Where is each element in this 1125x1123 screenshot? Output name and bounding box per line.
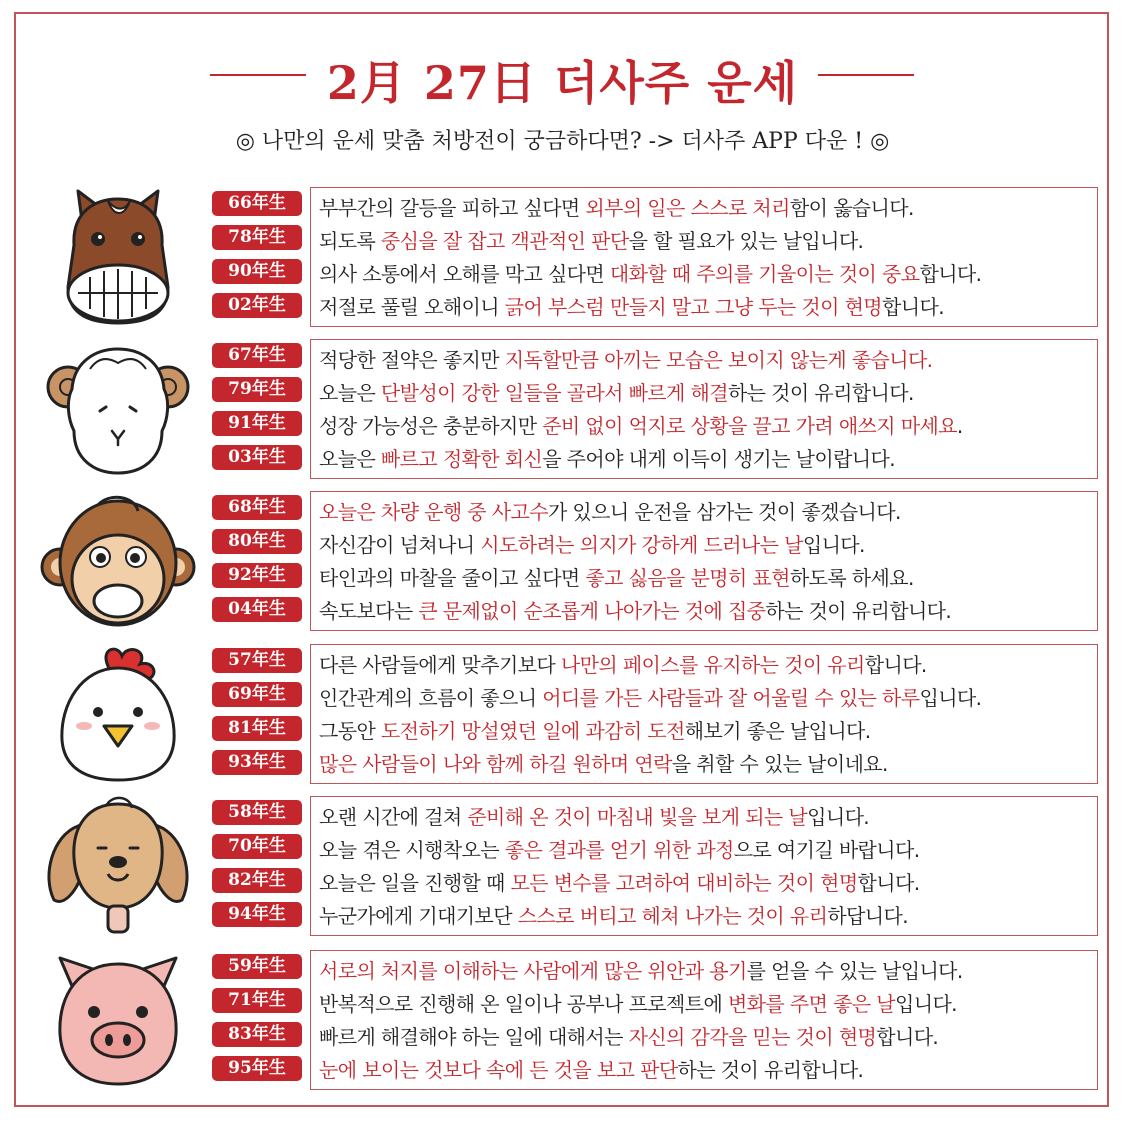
fortune-group: [0, 644, 1125, 784]
fortune-line: 자신감이 넘쳐나니 시도하려는 의지가 강하게 드러나는 날입니다.: [319, 533, 865, 557]
fortune-line: 오랜 시간에 걸쳐 준비해 온 것이 마침내 빛을 보게 되는 날입니다.: [319, 805, 870, 829]
birth-year-badge: 69年生: [212, 682, 302, 707]
fortune-line: 부부간의 갈등을 피하고 싶다면 외부의 일은 스스로 처리함이 옳습니다.: [319, 196, 914, 220]
birth-year-badge: 80年生: [212, 529, 302, 554]
birth-year-badge: 03年生: [212, 445, 302, 470]
fortune-line: 많은 사람들이 나와 함께 하길 원하며 연락을 취할 수 있는 날이네요.: [319, 752, 888, 776]
birth-year-badge: 81年生: [212, 716, 302, 741]
fortune-line: 다른 사람들에게 맞추기보다 나만의 페이스를 유지하는 것이 유리합니다.: [319, 653, 927, 677]
fortune-line: 오늘은 일을 진행할 때 모든 변수를 고려하여 대비하는 것이 현명합니다.: [319, 871, 920, 895]
fortune-line: 되도록 중심을 잘 잡고 객관적인 판단을 할 필요가 있는 날입니다.: [319, 229, 864, 253]
page-subtitle: ◎ 나만의 운세 맞춤 처방전이 궁금하다면? -> 더사주 APP 다운 ! ◎: [235, 129, 890, 154]
birth-year-badge: 91年生: [212, 411, 302, 436]
page-title: 2月 27日 더사주 운세: [326, 56, 799, 110]
birth-year-badge: 79年生: [212, 377, 302, 402]
birth-year-badge: 93年生: [212, 750, 302, 775]
fortune-line: 저절로 풀릴 오해이니 긁어 부스럼 만들지 말고 그냥 두는 것이 현명합니다.: [319, 295, 944, 319]
fortune-box: [310, 491, 1098, 631]
birth-year-badge: 66年生: [212, 191, 302, 216]
birth-year-badge: 70年生: [212, 834, 302, 859]
fortune-group: [0, 339, 1125, 479]
fortune-line: 반복적으로 진행해 온 일이나 공부나 프로젝트에 변화를 주면 좋은 날입니다.: [319, 992, 957, 1016]
fortune-group: [0, 796, 1125, 936]
fortune-line: 서로의 처지를 이해하는 사람에게 많은 위안과 용기를 얻을 수 있는 날입니다.: [319, 959, 963, 983]
fortune-line: 눈에 보이는 것보다 속에 든 것을 보고 판단하는 것이 유리합니다.: [319, 1058, 864, 1082]
fortune-line: 누군가에게 기대기보단 스스로 버티고 헤쳐 나가는 것이 유리하답니다.: [319, 904, 908, 928]
fortune-line: 속도보다는 큰 문제없이 순조롭게 나아가는 것에 집중하는 것이 유리합니다.: [319, 599, 952, 623]
fortune-line: 적당한 절약은 좋지만 지독할만큼 아끼는 모습은 보이지 않는게 좋습니다.: [319, 348, 933, 372]
fortune-line: 의사 소통에서 오해를 막고 싶다면 대화할 때 주의를 기울이는 것이 중요합니다.: [319, 262, 982, 286]
birth-year-badge: 90年生: [212, 259, 302, 284]
rooster-icon: [38, 644, 198, 784]
birth-year-badge: 02年生: [212, 293, 302, 318]
fortune-box: [310, 950, 1098, 1090]
dog-icon: [38, 796, 198, 936]
birth-year-badge: 82年生: [212, 868, 302, 893]
pig-icon: [38, 950, 198, 1090]
fortune-box: [310, 187, 1098, 327]
horse-icon: [38, 187, 198, 327]
birth-year-badge: 71年生: [212, 988, 302, 1013]
monkey-icon: [38, 491, 198, 631]
birth-year-badge: 57年生: [212, 648, 302, 673]
birth-year-badge: 68年生: [212, 495, 302, 520]
fortune-group: [0, 491, 1125, 631]
fortune-line: 성장 가능성은 충분하지만 준비 없이 억지로 상황을 끌고 가려 애쓰지 마세요.: [319, 414, 963, 438]
fortune-line: 빠르게 해결해야 하는 일에 대해서는 자신의 감각을 믿는 것이 현명합니다.: [319, 1025, 939, 1049]
birth-year-badge: 92年生: [212, 563, 302, 588]
fortune-group: [0, 187, 1125, 327]
fortune-box: [310, 644, 1098, 784]
sheep-icon: [38, 339, 198, 479]
birth-year-badge: 04年生: [212, 597, 302, 622]
fortune-line: 인간관계의 흐름이 좋으니 어디를 가든 사람들과 잘 어울릴 수 있는 하루입니다.: [319, 686, 982, 710]
birth-year-badge: 83年生: [212, 1022, 302, 1047]
birth-year-badge: 59年生: [212, 954, 302, 979]
fortune-group: [0, 950, 1125, 1090]
birth-year-badge: 58年生: [212, 800, 302, 825]
fortune-line: 그동안 도전하기 망설였던 일에 과감히 도전해보기 좋은 날입니다.: [319, 719, 871, 743]
fortune-line: 오늘 겪은 시행착오는 좋은 결과를 얻기 위한 과정으로 여기길 바랍니다.: [319, 838, 920, 862]
fortune-box: [310, 339, 1098, 479]
fortune-line: 오늘은 차량 운행 중 사고수가 있으니 운전을 삼가는 것이 좋겠습니다.: [319, 500, 901, 524]
birth-year-badge: 78年生: [212, 225, 302, 250]
birth-year-badge: 67年生: [212, 343, 302, 368]
fortune-box: [310, 796, 1098, 936]
fortune-line: 오늘은 단발성이 강한 일들을 골라서 빠르게 해결하는 것이 유리합니다.: [319, 381, 914, 405]
birth-year-badge: 95年生: [212, 1056, 302, 1081]
fortune-line: 타인과의 마찰을 줄이고 싶다면 좋고 싫음을 분명히 표현하도록 하세요.: [319, 566, 914, 590]
birth-year-badge: 94年生: [212, 902, 302, 927]
fortune-line: 오늘은 빠르고 정확한 회신을 주어야 내게 이득이 생기는 날이랍니다.: [319, 447, 895, 471]
